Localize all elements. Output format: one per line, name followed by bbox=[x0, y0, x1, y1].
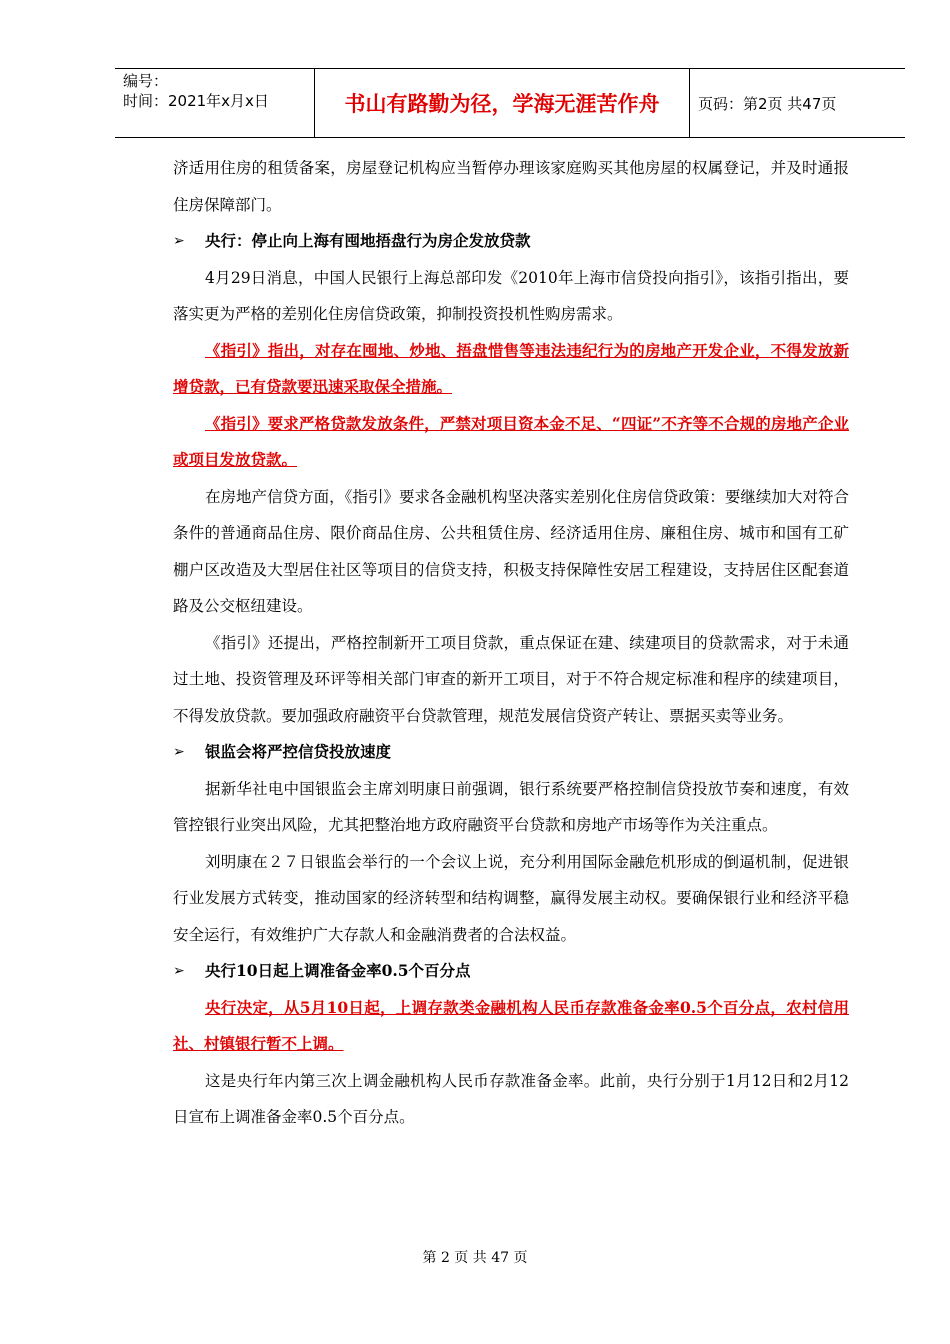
paragraph: 刘明康在２７日银监会举行的一个会议上说，充分利用国际金融危机形成的倒逼机制，促进银行业发展方式转变，推动国家的经济转型和结构调整，赢得发展主动权。要确保银行业和经济平稳安全运行，有效维护广大存款人和金融消费者的合法权益。 bbox=[173, 852, 849, 944]
header-motto: 书山有路勤为径，学海无涯苦作舟 bbox=[315, 69, 690, 137]
section-heading bbox=[173, 223, 849, 260]
heading-text: 银监会将严控信贷投放速度 bbox=[205, 742, 392, 761]
heading-text: 央行10日起上调准备金率0.5个百分点 bbox=[205, 961, 471, 980]
paragraph: 据新华社电中国银监会主席刘明康日前强调，银行系统要严格控制信贷投放节奏和速度，有效管控银行业突出风险，尤其把整治地方政府融资平台贷款和房地产市场等作为关注重点。 bbox=[173, 779, 849, 834]
paragraph: 在房地产信贷方面，《指引》要求各金融机构坚决落实差别化住房信贷政策：要继续加大对符合条件的普通商品住房、限价商品住房、公共租赁住房、经济适用住房、廉租住房、城市和国有工矿棚户区改造及大型居住社区等项目的信贷支持，积极支持保障性安居工程建设，支持居住区配套道路及公交枢纽建设。 bbox=[173, 487, 849, 615]
section-heading bbox=[173, 953, 849, 990]
arrow-right-icon: ➢ bbox=[173, 963, 185, 979]
header-page-label: 页码：第2页 共47页 bbox=[698, 94, 837, 113]
paragraph: 《指引》还提出，严格控制新开工项目贷款，重点保证在建、续建项目的贷款需求，对于未通过土地、投资管理及环评等相关部门审查的新开工项目，对于不符合规定标准和程序的续建项目，不得发放贷款。要加强政府融资平台贷款管理，规范发展信贷资产转让、票据买卖等业务。 bbox=[173, 633, 849, 725]
document-body bbox=[173, 150, 849, 1136]
paragraph: 济适用住房的租赁备案，房屋登记机构应当暂停办理该家庭购买其他房屋的权属登记，并及时通报住房保障部门。 bbox=[173, 159, 849, 214]
paragraph: 这是央行年内第三次上调金融机构人民币存款准备金率。此前，央行分别于1月12日和2月12日宣布上调准备金率0.5个百分点。 bbox=[173, 1071, 849, 1126]
heading-text: 央行：停止向上海有囤地捂盘行为房企发放贷款 bbox=[205, 231, 531, 250]
code-label: 编号： bbox=[123, 72, 169, 90]
highlight-paragraph: 《指引》要求严格贷款发放条件，严禁对项目资本金不足、“四证”不齐等不合规的房地产企业或项目发放贷款。 bbox=[173, 413, 849, 469]
highlight-paragraph: 央行决定，从5月10日起，上调存款类金融机构人民币存款准备金率0.5个百分点，农村信用社、村镇银行暂不上调。 bbox=[173, 997, 849, 1053]
header-info-cell bbox=[115, 69, 315, 137]
arrow-right-icon: ➢ bbox=[173, 233, 185, 249]
page-header bbox=[115, 68, 905, 138]
page-footer: 第 2 页 共 47 页 bbox=[422, 1250, 528, 1266]
paragraph: 4月29日消息，中国人民银行上海总部印发《2010年上海市信贷投向指引》，该指引指出，要落实更为严格的差别化住房信贷政策，抑制投资投机性购房需求。 bbox=[173, 268, 849, 323]
highlight-paragraph: 《指引》指出，对存在囤地、炒地、捂盘惜售等违法违纪行为的房地产开发企业，不得发放新增贷款，已有贷款要迅速采取保全措施。 bbox=[173, 340, 849, 396]
section-heading bbox=[173, 734, 849, 771]
time-label: 时间：2021年x月x日 bbox=[123, 92, 269, 110]
arrow-right-icon: ➢ bbox=[173, 744, 185, 760]
